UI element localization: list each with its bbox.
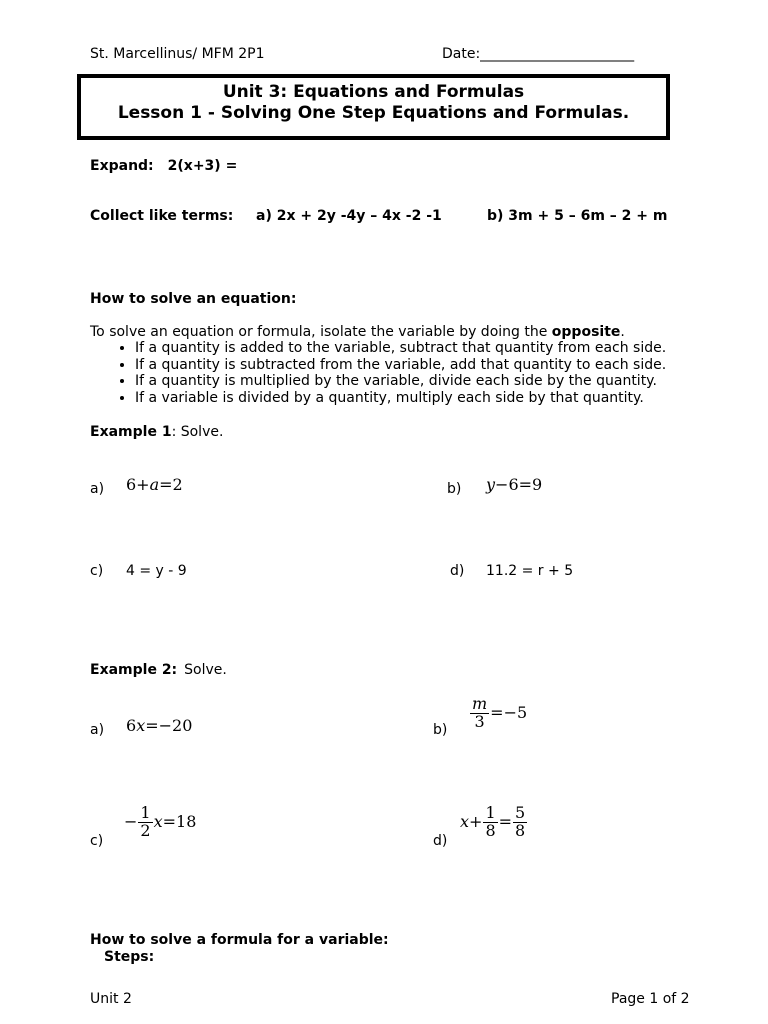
eq-part: −6=9 xyxy=(495,475,543,494)
intro-text: To solve an equation or formula, isolate the variable by doing the xyxy=(90,324,552,340)
intro-keyword: opposite xyxy=(551,324,621,340)
eq-part: 6 xyxy=(126,716,137,735)
fraction xyxy=(470,696,489,731)
example2-label: Example 2: xyxy=(90,662,178,678)
example1-d-equation: 11.2 = r + 5 xyxy=(486,563,574,579)
fraction-denominator: 8 xyxy=(515,820,526,840)
footer-page-number: Page 1 of 2 xyxy=(611,991,690,1007)
eq-variable: y xyxy=(486,475,496,494)
fraction-denominator: 8 xyxy=(485,820,496,840)
fraction-denominator: 2 xyxy=(140,820,151,840)
example2-a-equation xyxy=(126,716,192,735)
eq-part: + xyxy=(469,811,483,831)
eq-part: =18 xyxy=(162,811,197,831)
example2-b-equation xyxy=(469,696,527,731)
example1-instruction: : Solve. xyxy=(171,424,224,440)
rule-item: • If a quantity is added to the variable, subtract that quantity from each side. xyxy=(135,340,666,357)
example2-c-letter: c) xyxy=(90,833,104,849)
example2-d-equation xyxy=(460,805,528,840)
example1-a-equation xyxy=(126,475,183,494)
example2-instruction: Solve. xyxy=(184,662,227,678)
eq-part: =−20 xyxy=(145,716,193,735)
fraction xyxy=(483,805,497,840)
eq-variable: a xyxy=(149,475,160,494)
expand-question xyxy=(90,158,237,174)
example1-c-equation: 4 = y - 9 xyxy=(126,563,187,579)
eq-part: =−5 xyxy=(490,702,528,722)
footer-unit: Unit 2 xyxy=(90,991,132,1007)
collect-part-a: a) 2x + 2y -4y – 4x -2 -1 xyxy=(256,208,442,224)
how-to-solve-equation-heading: How to solve an equation: xyxy=(90,291,297,307)
rule-item: • If a variable is divided by a quantity, multiply each side by that quantity. xyxy=(135,390,666,407)
example1-a-letter: a) xyxy=(90,481,105,497)
fraction-denominator: 3 xyxy=(474,711,485,731)
eq-part: 6+ xyxy=(126,475,150,494)
rule-item: • If a quantity is subtracted from the variable, add that quantity to each side. xyxy=(135,357,666,374)
fraction-numerator: m xyxy=(472,694,488,713)
example1-heading xyxy=(90,424,223,440)
how-to-solve-formula-heading: How to solve a formula for a variable: xyxy=(90,932,389,948)
fraction xyxy=(138,805,152,840)
example1-c-letter: c) xyxy=(90,563,104,579)
example1-label: Example 1 xyxy=(90,424,172,440)
example2-a-letter: a) xyxy=(90,722,105,738)
eq-part: =2 xyxy=(159,475,183,494)
fraction-numerator: 5 xyxy=(515,803,526,822)
lesson-title: Lesson 1 - Solving One Step Equations and Formulas. xyxy=(117,103,630,123)
expand-label: Expand: xyxy=(90,158,154,174)
example1-b-letter: b) xyxy=(447,481,462,497)
example2-b-letter: b) xyxy=(433,722,448,738)
expand-expression: 2(x+3) = xyxy=(167,158,238,174)
eq-variable: x xyxy=(153,811,163,831)
collect-part-b: b) 3m + 5 – 6m – 2 + m xyxy=(487,208,668,224)
example2-d-letter: d) xyxy=(433,833,448,849)
date-line: Date:______________________ xyxy=(442,46,635,62)
collect-label: Collect like terms: xyxy=(90,208,234,224)
steps-label: Steps: xyxy=(104,949,155,965)
eq-part: − xyxy=(124,811,138,831)
example1-b-equation xyxy=(486,475,542,494)
fraction-numerator: 1 xyxy=(485,803,496,822)
example2-c-equation xyxy=(124,805,196,840)
rules-list xyxy=(90,340,666,406)
example1-d-letter: d) xyxy=(450,563,465,579)
school-course-label: St. Marcellinus/ MFM 2P1 xyxy=(90,46,265,62)
rule-item: • If a quantity is multiplied by the variable, divide each side by the quantity. xyxy=(135,373,666,390)
intro-period: . xyxy=(620,324,625,340)
unit-title: Unit 3: Equations and Formulas xyxy=(222,82,525,102)
eq-part: = xyxy=(498,811,513,831)
fraction-numerator: 1 xyxy=(140,803,151,822)
fraction xyxy=(513,805,527,840)
title-box xyxy=(77,74,670,140)
example2-heading xyxy=(90,662,227,678)
eq-variable: x xyxy=(136,716,146,735)
eq-variable: x xyxy=(460,811,470,831)
equation-intro xyxy=(90,324,625,340)
